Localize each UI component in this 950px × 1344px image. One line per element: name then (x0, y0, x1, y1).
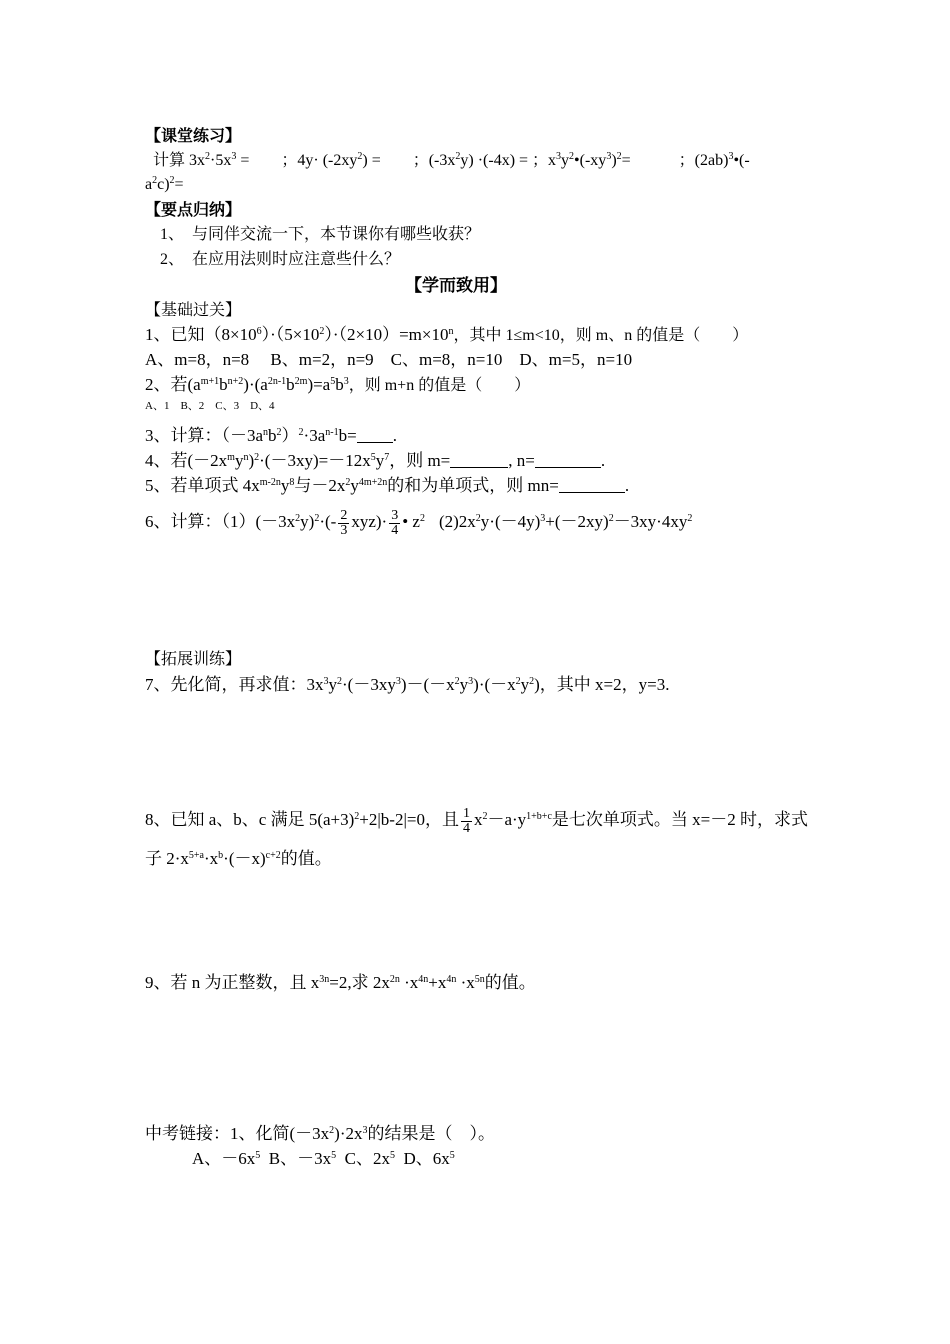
answer-blank-m[interactable] (450, 451, 508, 468)
question-6: 6、计算：$(1)(-3x^2y)^2\cdot(-$ $\frac{2}{3}$ xyz)· $\frac{3}{4}$ • $z^2$ $(2)2x^2y\cdot(-4y)^3+(-2xy)^2-3xy\cdot 4xy^2$ (145, 507, 693, 538)
fraction-two-thirds: $\frac{2}{3}$ (340, 507, 348, 538)
answer-blank[interactable] (357, 426, 393, 443)
zhongkao-question: 中考链接：1、化简$(-3x^2)\cdot 2x^3$的结果是（ ）。 (145, 1124, 495, 1143)
answer-blank-n[interactable] (535, 451, 601, 468)
summary-item-2: 2、 在应用法则时应注意些什么？ (160, 251, 401, 268)
apply-title: 【学而致用】 (405, 276, 507, 295)
extension-heading: 【拓展训练】 (145, 651, 242, 668)
question-2-options: A、1 B、2 C、3 D、4 (145, 400, 275, 412)
answer-blank-mn[interactable] (559, 476, 625, 493)
basic-heading: 【基础过关】 (145, 302, 242, 319)
question-8-continued: 子 $2\cdot x^{5+a}\cdot x^b\cdot(-x)^{c+2}$的值。 (145, 849, 332, 868)
summary-heading: 【要点归纳】 (145, 202, 242, 219)
practice-heading: 【课堂练习】 (145, 128, 242, 145)
fraction-three-quarters: $\frac{3}{4}$ (391, 507, 399, 538)
question-9: 9、若 n 为正整数，且 $x^{3n}=2$,求 $2x^{2n} \cdot x^{4n}+x^{4n} \cdot x^{5n}$的值。 (145, 973, 536, 992)
question-1: 1、已知$(8\times 10^6)\cdot(5\times 10^2)\cdot(2\times 10)=m\times 10^n$，其中 1≤m<10，则 m、n 的值是（ ） (145, 325, 749, 344)
practice-line-1: 计算 $3x^2\cdot 5x^3$ = ；$4y\cdot (-2xy^2)$ = ；$(-3x^2y) \cdot(-4x)$ = ；$x^3y^2•(-xy^3)^2=$ ；$(2ab)^3•(-$ (153, 151, 750, 169)
question-4: 4、若$(-2x^my^n)^2\cdot(-3xy)=-12x^5y^7$，则 m= , n= . (145, 451, 606, 470)
fraction-one-quarter: $\frac{1}{4}$ (462, 805, 470, 836)
question-7: 7、先化简，再求值：$3x^3y^2\cdot(-3xy^3)-(-x^2y^3)\cdot(-x^2y^2)$，其中 x=2，y=3. (145, 675, 670, 694)
question-8: 8、已知 a、b、c 满足 $5(a+3)^2+2|b-2|=0$，且 $\frac{1}{4}$ $x^2-a\cdot y^{1+b+c}$是七次单项式。当 x=－2 时，求式 (145, 805, 808, 836)
practice-line-2: $a^2c)^2=$ (145, 175, 184, 193)
summary-item-1: 1、 与同伴交流一下，本节课你有哪些收获？ (160, 226, 481, 243)
question-2: 2、若$(a^{m+1}b^{n+2})\cdot(a^{2n-1}b^{2m})=a^5b^3$，则 m+n 的值是（ ） (145, 375, 531, 394)
question-3: 3、计算：$(-3a^nb^2)^2\cdot 3a^{n-1}b=$ . (145, 426, 397, 445)
zhongkao-options: A、$-6x^5$ B、$-3x^5$ C、$2x^5$ D、$6x^5$ (192, 1149, 455, 1168)
question-5: 5、若单项式 $4x^{m-2n}y^8$与$-2x^2y^{4m+2n}$的和为单项式，则 mn= . (145, 476, 630, 495)
question-1-options: A、m=8，n=8 B、m=2，n=9 C、m=8，n=10 D、m=5，n=10 (145, 350, 633, 369)
